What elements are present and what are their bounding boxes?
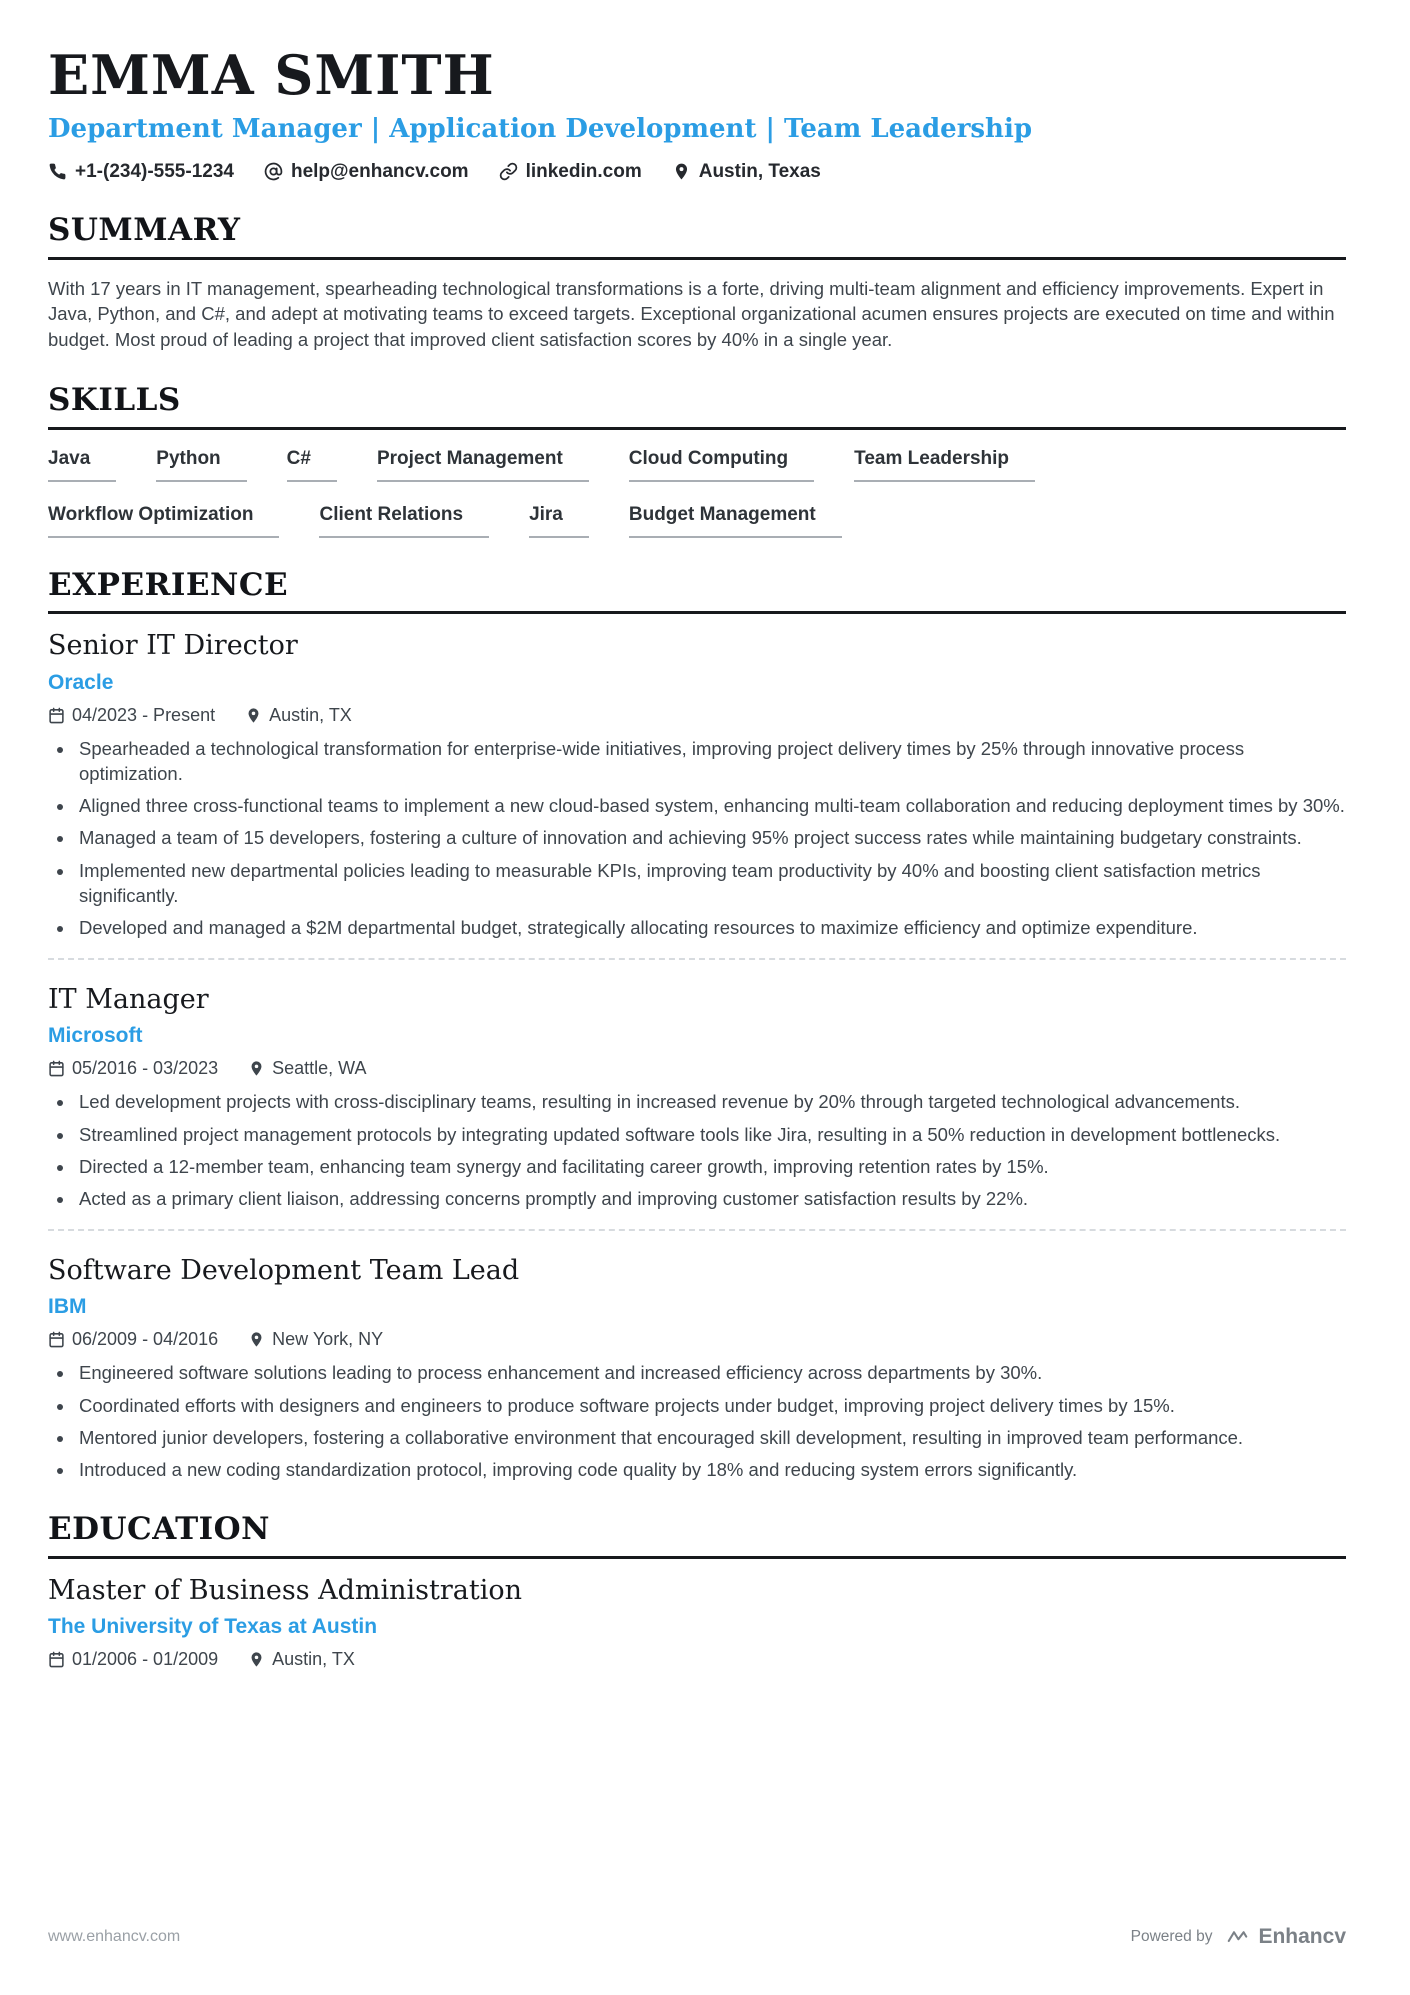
bullet-item: • Streamlined project management protocols by integrating updated software tools like Jira, resulting in a 50% reduction in development bottlenecks.	[75, 1122, 1346, 1147]
job-location-text: New York, NY	[272, 1329, 384, 1350]
summary-text: With 17 years in IT management, spearheading technological transformations is a forte, driving multi-team alignment and efficiency improvements. Expert in Java, Python, and C#, and adept at motivating teams to exceed targets. Exceptional organizational acumen ensures projects are executed on time and within budget. Most proud of leading a project that improved client satisfaction scores by 40% in a single year.	[48, 277, 1335, 351]
experience-entry	[48, 984, 1346, 1211]
at-sign-icon	[264, 162, 283, 181]
phone-link[interactable]	[48, 161, 234, 183]
bullet-item: • Spearheaded a technological transformation for enterprise-wide initiatives, improving project delivery times by 25% through innovative process optimization.	[75, 736, 1346, 786]
skill-item: Workflow Optimization	[48, 502, 279, 538]
job-location-text: Austin, TX	[269, 704, 352, 725]
location-pin-icon	[248, 1060, 265, 1077]
meta-row	[48, 1329, 1346, 1350]
company-name: IBM	[48, 1295, 87, 1319]
location-pin-icon	[672, 162, 691, 181]
date-range	[48, 705, 215, 726]
candidate-name: EMMA SMITH	[48, 43, 495, 107]
job-title: Senior IT Director	[48, 630, 298, 662]
summary-section	[48, 213, 1346, 353]
skill-item: Jira	[529, 502, 589, 538]
powered-by	[1131, 1925, 1346, 1949]
skill-item: Cloud Computing	[629, 446, 814, 482]
footer-website-link[interactable]: www.enhancv.com	[48, 1928, 181, 1945]
job-title: Software Development Team Lead	[48, 1254, 520, 1286]
date-text: 01/2006 - 01/2009	[72, 1649, 219, 1670]
link-icon	[499, 162, 518, 181]
meta-row	[48, 705, 1346, 726]
bullet-item: • Managed a team of 15 developers, fostering a culture of innovation and achieving 95% project success rates while maintaining budgetary constraints.	[75, 825, 1346, 850]
bullet-list	[48, 1089, 1346, 1211]
contact-row	[48, 161, 1346, 183]
location-pin-icon	[248, 1651, 265, 1668]
email-link[interactable]	[264, 161, 469, 183]
enhancv-logo-icon	[1224, 1927, 1251, 1948]
bullet-item: • Coordinated efforts with designers and engineers to produce software projects under budget, improving project delivery times by 15%.	[75, 1393, 1346, 1418]
bullet-item: • Mentored junior developers, fostering a collaborative environment that encouraged skill development, resulting in improved team performance.	[75, 1425, 1346, 1450]
skill-item: Client Relations	[319, 502, 489, 538]
date-range	[48, 1329, 218, 1350]
date-range	[48, 1058, 218, 1079]
email-text: help@enhancv.com	[290, 160, 469, 182]
location-pin-icon	[248, 1331, 265, 1348]
skill-item: C#	[287, 446, 337, 482]
bullet-item: • Directed a 12-member team, enhancing team synergy and facilitating career growth, improving retention rates by 15%.	[75, 1154, 1346, 1179]
company-name: Microsoft	[48, 1024, 143, 1048]
location-item	[672, 161, 821, 183]
candidate-headline: Department Manager | Application Development | Team Leadership	[48, 114, 1033, 145]
bullet-item: • Aligned three cross-functional teams to implement a new cloud-based system, enhancing multi-team collaboration and reducing deployment times by 30%.	[75, 793, 1346, 818]
meta-row	[48, 1649, 1346, 1670]
date-text: 05/2016 - 03/2023	[72, 1058, 219, 1079]
date-text: 06/2009 - 04/2016	[72, 1329, 219, 1350]
education-section	[48, 1512, 1346, 1670]
school-name: The University of Texas at Austin	[48, 1615, 378, 1639]
job-location	[248, 1329, 383, 1350]
skill-item: Team Leadership	[854, 446, 1035, 482]
bullet-item: • Led development projects with cross-disciplinary teams, resulting in increased revenue by 20% through targeted technological advancements.	[75, 1089, 1346, 1114]
skills-heading: SKILLS	[48, 383, 1346, 430]
bullet-list	[48, 1360, 1346, 1482]
job-location-text: Seattle, WA	[272, 1058, 367, 1079]
calendar-icon	[48, 1651, 65, 1668]
powered-by-text: Powered by	[1130, 1928, 1213, 1945]
skill-item: Python	[156, 446, 246, 482]
date-range	[48, 1649, 218, 1670]
skill-item: Project Management	[377, 446, 589, 482]
enhancv-wordmark: Enhancv	[1258, 1925, 1346, 1948]
calendar-icon	[48, 707, 65, 724]
meta-row	[48, 1058, 1346, 1079]
education-location	[248, 1649, 355, 1670]
entry-divider	[48, 958, 1346, 960]
job-title: IT Manager	[48, 983, 209, 1015]
location-text: Austin, Texas	[698, 160, 821, 182]
date-text: 04/2023 - Present	[72, 704, 216, 725]
location-pin-icon	[245, 707, 262, 724]
calendar-icon	[48, 1331, 65, 1348]
skills-row-1	[48, 446, 1346, 482]
bullet-item: • Engineered software solutions leading to process enhancement and increased efficiency across departments by 30%.	[75, 1360, 1346, 1385]
linkedin-link[interactable]	[499, 161, 642, 183]
skill-item: Java	[48, 446, 116, 482]
bullet-item: • Introduced a new coding standardization protocol, improving code quality by 18% and reducing system errors significantly.	[75, 1457, 1346, 1482]
enhancv-logo[interactable]	[1224, 1925, 1346, 1949]
phone-text: +1-(234)-555-1234	[75, 160, 234, 182]
job-location	[245, 705, 352, 726]
entry-divider	[48, 1229, 1346, 1231]
skills-row-2	[48, 502, 1346, 538]
bullet-item: • Implemented new departmental policies leading to measurable KPIs, improving team productivity by 40% and boosting client satisfaction metrics significantly.	[75, 858, 1346, 908]
job-location	[248, 1058, 366, 1079]
calendar-icon	[48, 1060, 65, 1077]
skill-item: Budget Management	[629, 502, 842, 538]
bullet-list	[48, 736, 1346, 940]
experience-entry	[48, 1255, 1346, 1482]
bullet-item: • Developed and managed a $2M departmental budget, strategically allocating resources to maximize efficiency and optimize expenditure.	[75, 915, 1346, 940]
degree-title: Master of Business Administration	[48, 1574, 523, 1606]
experience-entry	[48, 630, 1346, 939]
bullet-item: • Acted as a primary client liaison, addressing concerns promptly and improving customer satisfaction results by 22%.	[75, 1186, 1346, 1211]
experience-heading: EXPERIENCE	[48, 568, 1346, 615]
experience-section	[48, 568, 1346, 1482]
page-footer	[48, 1925, 1346, 1949]
resume-header	[48, 43, 1346, 183]
linkedin-text: linkedin.com	[525, 160, 642, 182]
education-location-text: Austin, TX	[272, 1649, 355, 1670]
company-name: Oracle	[48, 670, 114, 694]
phone-icon	[48, 162, 67, 181]
education-heading: EDUCATION	[48, 1512, 1346, 1559]
skills-section	[48, 383, 1346, 538]
summary-heading: SUMMARY	[48, 213, 1346, 260]
